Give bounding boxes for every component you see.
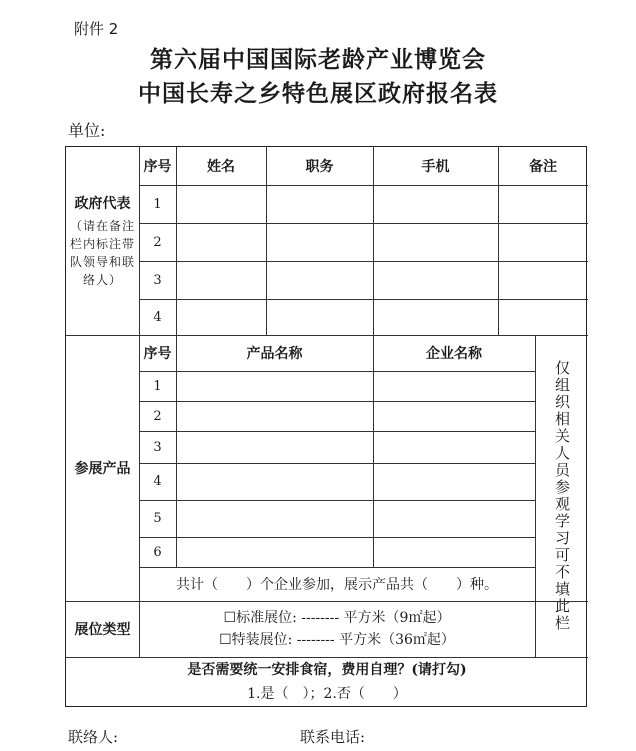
form-title-line1: 第六届中国国际老龄产业博览会 [150,46,486,73]
gov-section-label [66,147,139,335]
form-title-line2: 中国长寿之乡特色展区政府报名表 [138,80,498,107]
gov-header-name: 姓名 [207,159,235,175]
booth-standard-option[interactable]: ☐标准展位: -------- 平方米（9㎡起） [223,610,451,626]
gov-header-position: 职务 [305,159,334,175]
products-row-number: 3 [153,439,162,455]
lodging-section [66,657,588,707]
gov-row-number: 1 [153,196,162,212]
products-header-company-name: 企业名称 [426,346,482,362]
booth-options [139,601,535,657]
products-side-note-cell [535,335,588,657]
gov-section-note: （请在备注栏内标注带队领导和联络人） [70,219,136,287]
products-row-number: 6 [153,544,162,560]
gov-row-number: 4 [153,309,162,325]
gov-section-title: 政府代表 [74,196,131,212]
products-section-title: 参展产品 [74,461,131,477]
gov-header-mobile: 手机 [421,159,450,175]
attachment-label: 附件 2 [74,20,119,38]
gov-header-remarks: 备注 [529,159,557,175]
products-header-seq: 序号 [143,346,172,362]
lodging-options[interactable]: 1.是（ ）；2.否（ ） [247,686,407,702]
products-summary: 共计（ ）个企业参加，展示产品共（ ）种。 [176,577,498,593]
registration-table [65,146,587,707]
unit-label: 单位: [68,121,106,140]
gov-row-number: 2 [153,234,162,250]
booth-section-title: 展位类型 [74,622,131,638]
products-row-number: 4 [153,474,162,489]
products-row-number: 2 [153,408,162,424]
gov-header-seq: 序号 [143,159,172,175]
products-row-number: 5 [153,511,162,526]
contact-person-label: 联络人: [68,728,119,746]
products-side-note: 仅组织相关人员参观学习可不填此栏 [553,360,571,632]
gov-row-number: 3 [153,272,162,288]
lodging-question: 是否需要统一安排食宿，费用自理？(请打勾) [187,662,467,678]
booth-special-option[interactable]: ☐特装展位: -------- 平方米（36㎡起） [219,632,455,648]
contact-phone-label: 联系电话: [300,728,366,746]
products-header-product-name: 产品名称 [246,346,303,362]
products-row-number: 1 [153,378,162,394]
